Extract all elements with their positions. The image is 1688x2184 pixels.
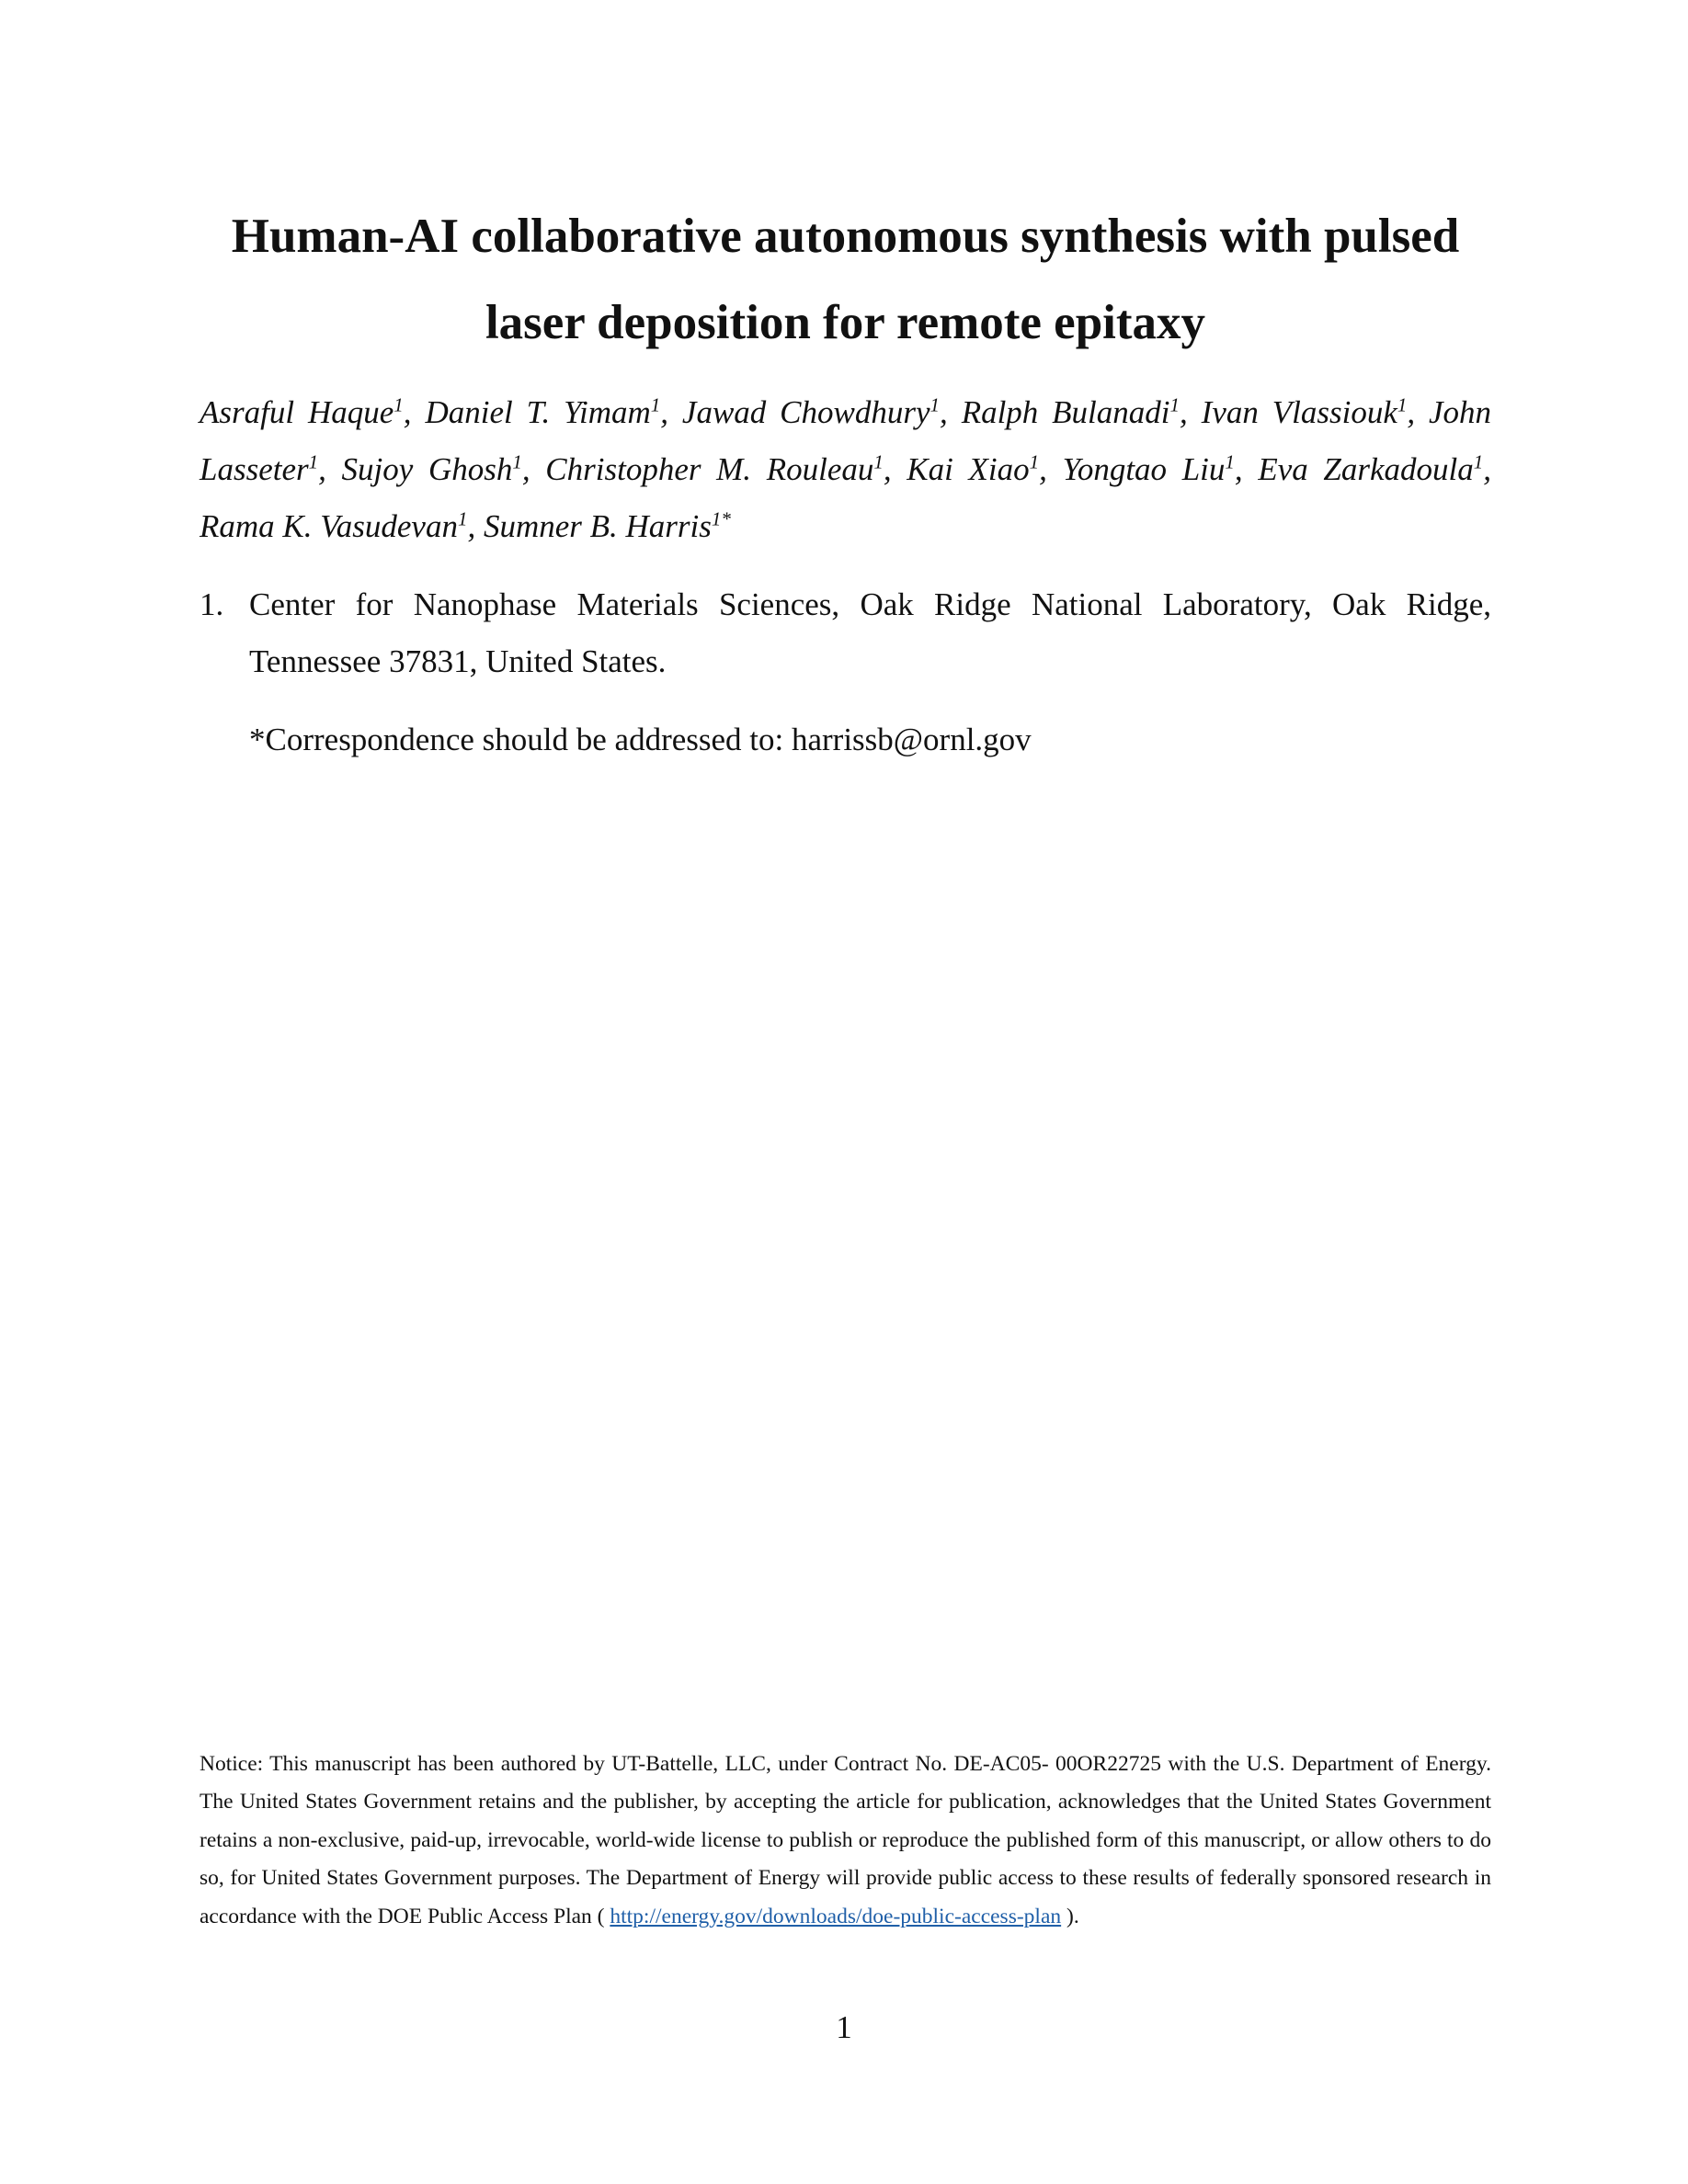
author (1063, 451, 1235, 487)
author-name: Sujoy Ghosh (341, 451, 513, 487)
author (682, 394, 940, 430)
author-name: Jawad Chowdhury (681, 394, 930, 430)
author-affiliation-mark: 1 (512, 450, 522, 473)
author-affiliation-mark: 1 (308, 450, 319, 473)
author-affiliation-mark: 1 (1169, 393, 1180, 416)
affiliation-number: 1. (200, 586, 224, 622)
author-name: Christopher M. Rouleau (545, 451, 874, 487)
author-name: Rama K. Vasudevan (200, 508, 458, 544)
author-affiliation-mark: 1 (1225, 450, 1235, 473)
author-affiliation-mark: 1 (1473, 450, 1484, 473)
author-affiliation-mark: 1 (650, 393, 661, 416)
author-affiliation-mark: 1 (873, 450, 884, 473)
copyright-notice (200, 1746, 1491, 1936)
page-number: 1 (836, 2009, 852, 2045)
paper-title: Human-AI collaborative autonomous synthesis with pulsed laser deposition for remote epitaxy (231, 210, 1460, 349)
author-name: Ralph Bulanadi (961, 394, 1170, 430)
author-affiliation-mark: 1 (457, 507, 468, 530)
author (907, 451, 1039, 487)
author (484, 508, 731, 544)
author (342, 451, 522, 487)
notice-text: Notice: This manuscript has been authored by UT-Battelle, LLC, under Contract No. DE-AC05- 00OR22725 with the U.S. Department of Energy. The United States Government retains and the publisher, by accepting the article for publication, acknowledges that the United States Government retains a non-exclusive, paid-up, irrevocable, world-wide license to publish or reproduce the published form of this manuscript, or allow others to do so, for United States Government purposes. The Department of Energy will provide public access to these results of federally sponsored research in accordance with the DOE Public Access Plan ( (200, 1752, 1491, 1928)
author (962, 394, 1180, 430)
author (200, 394, 404, 430)
author-affiliation-mark: 1* (711, 507, 731, 530)
author (1202, 394, 1408, 430)
author-name: Kai Xiao (907, 451, 1030, 487)
correspondence: *Correspondence should be addressed to: harrissb@ornl.gov (249, 722, 1032, 757)
doe-access-plan-link[interactable]: http://energy.gov/downloads/doe-public-access-plan (610, 1904, 1062, 1928)
notice-suffix: ). (1066, 1904, 1079, 1928)
author (1258, 451, 1483, 487)
affiliation (200, 576, 1491, 690)
author (200, 508, 467, 544)
author-name: Asraful Haque (200, 394, 394, 430)
author-name: Yongtao Liu (1062, 451, 1226, 487)
author-name: Eva Zarkadoula (1258, 451, 1474, 487)
author-affiliation-mark: 1 (1029, 450, 1040, 473)
affiliation-text: Center for Nanophase Materials Sciences, Oak Ridge National Laboratory, Oak Ridge, Tennessee 37831, United States. (249, 586, 1491, 679)
author (545, 451, 884, 487)
author-name: John Lasseter (200, 394, 1492, 487)
author-name: Daniel T. Yimam (425, 394, 651, 430)
author-affiliation-mark: 1 (1397, 393, 1408, 416)
author-affiliation-mark: 1 (393, 393, 404, 416)
author (425, 394, 660, 430)
author-affiliation-mark: 1 (930, 393, 941, 416)
author-name: Ivan Vlassiouk (1201, 394, 1397, 430)
author-list: Asraful Haque$^1$, Daniel T. Yimam$^1$, Jawad Chowdhury$^1$, Ralph Bulanadi$^1$, Ivan Vlassiouk$^1$, John Lasseter$^1$, Sujoy Ghosh$^1$, Christopher M. Rouleau$^1$, Kai Xiao$^1$, Yongtao Liu$^1$, Eva Zarkadoula$^1$, Rama K. Vasudevan$^1$, Sumner B. Harris$^{1*}$ (200, 393, 1492, 544)
author-name: Sumner B. Harris (483, 508, 712, 544)
